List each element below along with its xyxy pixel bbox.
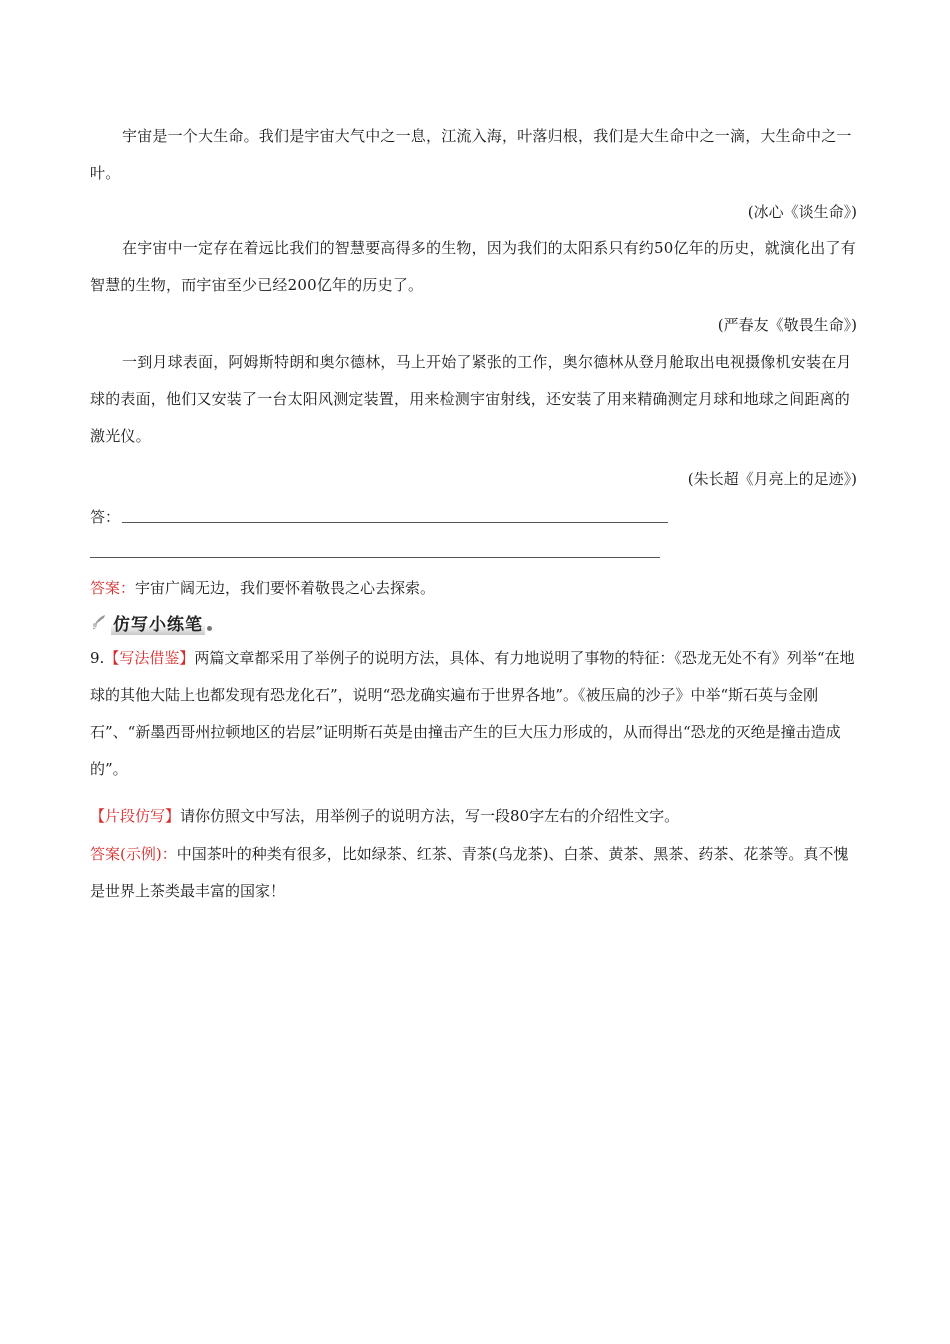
citation-1: (冰心《谈生命》) <box>747 203 857 221</box>
passage-3: 一到月球表面，阿姆斯特朗和奥尔德林，马上开始了紧张的工作，奥尔德林从登月舱取出电视摄像机安装在月球的表面，他们又安装了一台太阳风测定装置，用来检测宇宙射线，还安装了用来精确测定月球和地球之间距离的激光仪。 <box>90 353 852 445</box>
section-heading-text: 仿写小练笔 <box>111 610 205 635</box>
answer-line-2[interactable] <box>90 557 660 558</box>
question-9-task <box>90 805 679 827</box>
answer-line-1[interactable] <box>122 522 668 523</box>
question-9 <box>90 640 860 788</box>
question-9-text: 两篇文章都采用了举例子的说明方法，具体、有力地说明了事物的特征：《恐龙无处不有》列举“在地球的其他大陆上也都发现有恐龙化石”，说明“恐龙确实遍布于世界各地”。《被压扁的沙子》中举“斯石英与金刚石”、“新墨西哥州拉顿地区的岩层”证明斯石英是由撞击产生的巨大压力形成的，从而得出“恐龙的灭绝是撞击造成的”。 <box>90 649 855 778</box>
answer-9-text: 中国茶叶的种类有很多，比如绿茶、红茶、青茶(乌龙茶)、白茶、黄茶、黑茶、药茶、花茶等。真不愧是世界上茶类最丰富的国家！ <box>90 845 849 900</box>
answer-text: 宇宙广阔无边，我们要怀着敬畏之心去探索。 <box>135 579 436 597</box>
task-text: 请你仿照文中写法，用举例子的说明方法，写一段80字左右的介绍性文字。 <box>180 807 680 825</box>
tag-imitation-writing: 【片段仿写】 <box>90 807 181 825</box>
passage-2: 在宇宙中一定存在着远比我们的智慧要高得多的生物，因为我们的太阳系只有约50亿年的历史，就演化出了有智慧的生物，而宇宙至少已经200亿年的历史了。 <box>90 239 856 294</box>
question-number: 9. <box>90 649 105 667</box>
answer-1 <box>90 577 435 599</box>
citation-2: (严春友《敬畏生命》) <box>717 316 857 334</box>
answer-label: 答案： <box>90 579 136 597</box>
tag-writing-reference: 【写法借鉴】 <box>104 649 195 667</box>
answer-9-label: 答案(示例)： <box>90 845 177 863</box>
passage-1: 宇宙是一个大生命。我们是宇宙大气中之一息，江流入海，叶落归根，我们是大生命中之一滴，大生命中之一叶。 <box>90 127 852 182</box>
section-heading <box>90 610 212 634</box>
answer-prompt: 答： <box>90 508 121 526</box>
citation-3: (朱长超《月亮上的足迹》) <box>687 470 857 488</box>
quill-icon <box>90 613 108 631</box>
answer-9 <box>90 836 860 910</box>
heading-dot-icon <box>207 626 212 631</box>
